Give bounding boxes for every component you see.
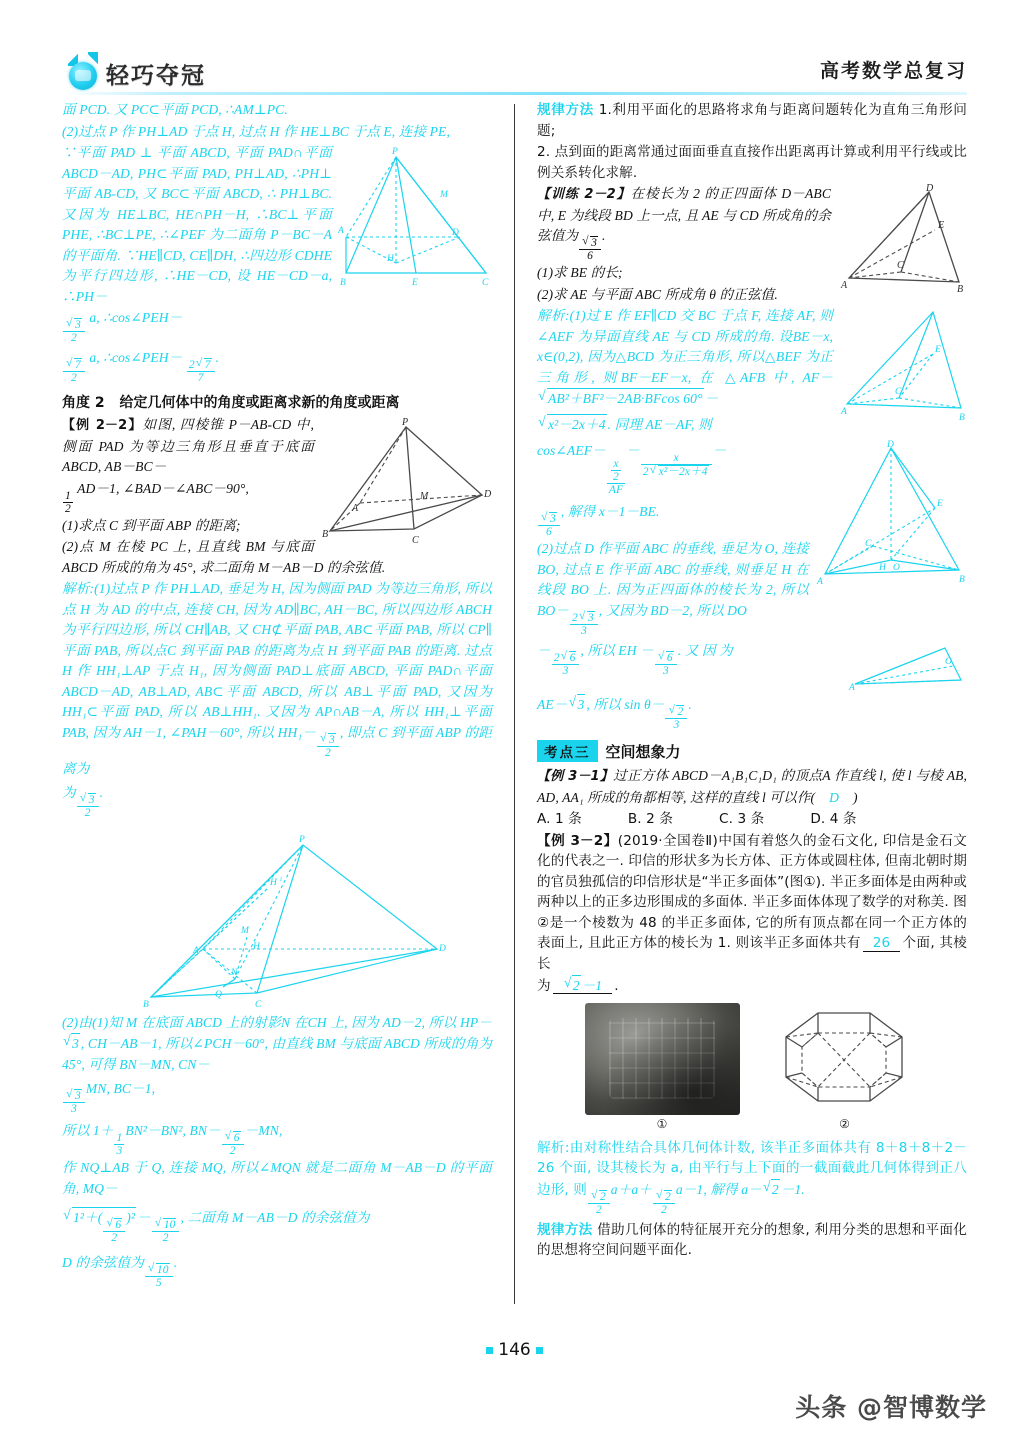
ex32-line2: 为 √ 2 －1 . [537, 975, 967, 997]
sol-c-text: , 解得 x－1－BE. [560, 504, 660, 520]
xunlian-q1: (1)求 BE 的长; [537, 265, 623, 281]
svg-text:O: O [945, 657, 952, 668]
solution-1 [62, 579, 492, 779]
example22-q2: (2)点 M 在棱 PC 上, 且直线 BM 与底面 ABCD 所成的角为 45°, 求二面角 M－AB－D 的余弦值. [62, 539, 386, 575]
left-para-1: 面 PCD. 又 PC⊂平面 PCD, ∴AM⊥PC. [62, 102, 288, 117]
figure-pyramid-3 [107, 829, 447, 1009]
svg-text:D: D [452, 228, 459, 238]
rad-2-c: √ 2 [763, 1179, 780, 1201]
crown-badge-icon [66, 56, 100, 90]
left-para-4 [62, 308, 492, 344]
figure-pyramid-2 [322, 417, 492, 549]
rad-mq-expression: √ 1²＋( √ $\frac{6}{2}$ )² [63, 1207, 136, 1244]
figure-semiregular-polyhedron [770, 1003, 920, 1115]
kaodian3-title: 空间想象力 [605, 742, 681, 761]
solution-2-d [62, 1121, 492, 1157]
xunlian-q2: (2)求 AE 与平面 ABC 所成角 θ 的正弦值. [537, 286, 778, 302]
svg-text:Q: Q [215, 989, 222, 1000]
frac-sqrt3-over-2-b: √ $\frac{3}{2}$ [317, 733, 339, 759]
angle2-heading [62, 392, 492, 412]
svg-text:A: A [817, 577, 823, 588]
svg-text:A: A [338, 226, 344, 236]
svg-text:D: D [439, 943, 446, 954]
solution-1-period: . [99, 784, 104, 800]
svg-text:B: B [340, 278, 346, 288]
svg-text:E: E [937, 499, 943, 510]
ex32-blank-edge: √ 2 －1 [553, 978, 613, 994]
frac-sqrt3-over-2: √ $\frac{3}{2}$ [63, 318, 85, 344]
solution-r-f: AE－ √ 3 , 所以 sin θ－ √ $\frac{2}{3}$ . [537, 694, 967, 731]
sol-f-text: AE－ [537, 697, 568, 713]
left-para-2: (2)过点 P 作 PH⊥AD 于点 H, 过点 H 作 HE⊥BC 于点 E, 连接 PE, [62, 123, 450, 139]
left-para-4-tail: a, ∴cos∠PEH－ [89, 310, 183, 325]
solution-2-head-text: (2)由(1)知 M 在底面 ABCD 上的射影N 在CH 上, 因为 AD－2, 所以 HP－ [62, 1014, 492, 1030]
frac-sqrt6-over-3: √ $\frac{6}{3}$ [655, 651, 677, 677]
figure-pyramid-1 [340, 145, 492, 295]
svg-text:B: B [322, 529, 329, 541]
svg-text:A: A [352, 503, 359, 515]
page-number-block [486, 1340, 542, 1360]
column-divider [514, 104, 515, 1304]
xunlian-line: 【训练 2－2】在棱长为 2 的正四面体 D－ABC 中, E 为线段 BD 上一点, 且 AE 与 CD 所成角的余弦值为 √ $\frac{3}{6}$ . [537, 184, 967, 262]
guilv-2-text: 2. 点到面的距离常通过面面垂直直接作出距离再计算或利用平行线或比例关系转化求解. [537, 144, 967, 181]
page-footer [0, 1340, 1029, 1360]
frac-sqrt10-over-5: √ $\frac{10}{5}$ [145, 1263, 173, 1289]
ex32-blank-faces: 26 [863, 935, 901, 952]
rad-3-b: √ 3 [569, 694, 586, 716]
page-number: 146 [498, 1340, 531, 1360]
sol-tag-r: 解析: [537, 308, 570, 324]
figure-polyhedron-wrap [770, 1003, 920, 1132]
ex31-answer: D [829, 789, 840, 805]
svg-text:H: H [270, 877, 277, 888]
svg-text:A: A [849, 683, 855, 694]
frac-one-half: $\frac{1}{2}$ [65, 489, 71, 515]
svg-text:O: O [893, 563, 900, 574]
guilv2-text: 借助几何体的特征展开充分的想象, 利用分类的思想和平面化的思想将空间问题平面化. [537, 1221, 968, 1259]
solution-2-g: D 的余弦值为 √ $\frac{10}{5}$ . [62, 1253, 492, 1289]
solution-r-a: 解析:(1)过 E 作 EF∥CD 交 BC 于点 F, 连接 AF, 则∠AEF 为异面直线 AE 与 CD 所成的角. 设BE－x, x∈(0,2), 因为△BCD 为正三角形, 所以△BEF 为正三角形, 则BF－EF－x, 在 △AFB 中, AF－√ AB²＋BF²－2AB·BFcos 60° － [537, 306, 967, 410]
page-marker-left-icon [486, 1347, 493, 1354]
svg-text:B: B [959, 413, 965, 424]
frac-2sqrt6-over-3: $\frac{2 √ 6}{3}$ [552, 651, 580, 677]
svg-text:P: P [402, 417, 409, 429]
svg-text:C: C [412, 535, 419, 547]
svg-text:P: P [299, 834, 305, 845]
svg-text:B: B [143, 999, 149, 1010]
guilv2-line [537, 1220, 967, 1261]
solution-2-f-text: , 二面角 M－AB－D 的余弦值为 [180, 1210, 370, 1226]
solution-2-d-mid: BN²－BN², BN－ [125, 1123, 221, 1139]
page-header [0, 0, 1029, 96]
brand-logo-text: 轻巧夺冠 [106, 62, 206, 89]
guilv-1-text: 1.利用平面化的思路将求角与距离问题转化为直角三角形问题; [537, 102, 967, 139]
figure-row-seal [537, 1003, 967, 1132]
example22-text: 如图, 四棱锥 P－AB-CD 中, 侧面 PAD 为等边三角形且垂直于底面 ABCD, AB－BC－ [62, 417, 314, 475]
sol32-tag: 解析: [537, 1139, 570, 1156]
svg-text:C: C [865, 539, 872, 550]
svg-text:M: M [241, 925, 249, 936]
ex31-option-b: B. 2 条 [627, 811, 674, 828]
svg-text:E: E [935, 345, 941, 356]
svg-text:H: H [879, 563, 886, 574]
svg-text:B: B [957, 284, 964, 295]
svg-text:₁: ₁ [279, 871, 283, 882]
frac-sqrt3-over-6: √ $\frac{3}{6}$ [579, 236, 601, 262]
solution-2-c [62, 1079, 492, 1115]
solution-2-e: 作 NQ⊥AB 于 Q, 连接 MQ, 所以∠MQN 就是二面角 M－AB－D 的平面角, MQ－ [62, 1160, 492, 1196]
xunlian-tag: 【训练 2－2】 [537, 187, 631, 202]
ex32-text2: 个面, 其棱长 [537, 935, 967, 972]
svg-text:E: E [938, 220, 945, 231]
solution-2-head [62, 1013, 492, 1076]
ex31-line [537, 766, 967, 808]
sol-a-text: (1)过 E 作 EF∥CD 交 BC 于点 F, 连接 AF, 则∠AEF 为异面直线 AE 与 CD 所成的角. 设BE－x, x∈(0,2), 因为△BCD 为正三角形, 所以△BEF 为正三角形, 则BF－EF－x, 在 △AFB 中, AF－ [537, 308, 833, 385]
brand-logo [66, 56, 206, 90]
frac-sqrt7-over-2: √ $\frac{7}{2}$ [63, 358, 85, 384]
angle2-title: 给定几何体中的角度或距离求新的角度或距离 [119, 395, 400, 412]
ex31-tag: 【例 3－1】 [537, 769, 614, 785]
guilv-1-line [537, 100, 967, 141]
solution-1-final: 为 √ $\frac{3}{2}$ . [62, 783, 492, 819]
svg-text:D: D [484, 489, 492, 501]
sol-b-lead: cos∠AEF－ [537, 443, 606, 459]
frac-sqrt2-over-3: √ $\frac{2}{3}$ [665, 705, 687, 731]
svg-text:M: M [440, 190, 448, 200]
sol32-d: －1. [780, 1181, 805, 1197]
svg-text:A: A [841, 280, 848, 291]
ex32-tag: 【例 3－2】 [537, 832, 618, 849]
sol32-b: a＋a＋ [610, 1181, 652, 1197]
figure-label-1: ① [656, 1116, 668, 1131]
frac-sqrt10-over-2: √ $\frac{10}{2}$ [152, 1218, 180, 1244]
figure-flat-triangle [849, 640, 967, 692]
sol32-a: 由对称性结合具体几何体计数, 该半正多面体共有 8＋8＋8＋2－26 个面, 设其棱长为 a, 由平行与上下面的一截面截此几何体得到正八边形, 则 [537, 1139, 967, 1198]
solution-2-d-end: －MN, [244, 1123, 283, 1139]
frac-sqrt6-over-2-b: √ $\frac{6}{2}$ [103, 1218, 125, 1244]
kaodian3-tag: 考点三 [537, 740, 598, 762]
left-column [62, 100, 492, 1290]
solution-1-body: (1)过点 P 作 PH⊥AD, 垂足为 H, 因为侧面 PAD 为等边三角形, 所以点 H 为 AD 的中点, 连接 CH, 因为 AD∥BC, AH－BC, 所以四边形 ABCH 为平行四边形, 所以 CH∥AB, 又 CH⊄平面 PAB, AB⊂平面 PAB, 所以 CP∥平面 PAB, 所以点C 到平面 PAB 的距离为点 H 到平面 PAB 的距离. 过点 H 作 HH₁⊥AP 于点 H₁, 因为侧面 PAD⊥底面 ABCD, 平面 PAD∩平面 ABCD－AD, AB⊥AD, AB⊂平面 ABCD, 所以 AB⊥平面 PAD, 又因为 HH₁⊂平面 PAD, 所以 AB⊥HH₁. 又因为 AP∩AB－A, 所以 HH₁⊥平面 PAB, 因为 AH－1, ∠PAH－60°, 所以 HH₁－ [62, 581, 492, 740]
ex31-close: ) [853, 789, 858, 805]
ex31-option-a: A. 1 条 [537, 811, 582, 828]
kaodian3-heading [537, 740, 967, 762]
solution-32 [537, 1138, 967, 1216]
header-divider [62, 92, 967, 95]
solution-r-b: cos∠AEF－ $\frac{\frac{x}{2}}{AF}$ － $\frac{x}{\text{2 √ x²－2x＋4}}$ － [537, 441, 967, 496]
ex32-text3: 为 [537, 978, 551, 995]
ex31-option-c: C. 3 条 [719, 811, 765, 828]
ex31-text: 过正方体 ABCD－A₁B₁C₁D₁ 的顶点A 作直线 l, 使 l 与棱 AB, AD, AA₁ 所成的角都相等, 这样的直线 l 可以作( [537, 768, 967, 805]
sol-d2-text: , 又因为 BD－2, 所以 DO [598, 602, 747, 618]
svg-text:C: C [255, 999, 262, 1010]
figure-seal-photo-wrap [585, 1003, 740, 1132]
frac-x-over-2-over-af: $\frac{\frac{x}{2}}{AF}$ [607, 452, 625, 496]
ex32-line [537, 831, 967, 975]
frac-x-over-2rad: $\frac{x}{\text{2 √ x²－2x＋4}}$ [641, 452, 712, 478]
sol-e-text: － [537, 643, 551, 659]
example22-text2: AD－1, ∠BAD－∠ABC－90°, [77, 480, 249, 496]
sol-b-tail: － [626, 443, 640, 459]
svg-text:D: D [887, 440, 894, 451]
svg-text:B: B [959, 575, 965, 586]
sol-d-text: (2)过点 D 作平面 ABC 的垂线, 垂足为 O, 连接 BO, 过点 E 作平面 ABC 的垂线, 则垂足 H 在线段 BO 上. 因为正四面体的棱长为 2, 所以 BO－ [537, 541, 809, 618]
figure-tetra-3 [817, 442, 967, 592]
rad-x2-2x-4: √ x²－2x＋4 [538, 414, 607, 436]
solution-1-tail: , 即点 C 到平面 ABP 的距离为 [62, 724, 492, 776]
svg-text:C: C [482, 278, 489, 288]
solution-2-f: √ 1²＋( √ $\frac{6}{2}$ )² － √ $\frac{10}{2}$ , 二面角 M－AB－D 的余弦值为 [62, 1207, 492, 1244]
frac-2sqrt3-over-3: $\frac{2 √ 3}{3}$ [570, 611, 598, 637]
sol-e2-text: , 所以 EH － [580, 643, 654, 659]
ex32-text: (2019·全国卷Ⅱ)中国有着悠久的金石文化, 印信是金石文化的代表之一. 印信的形状多为长方体、正方体或圆柱体, 但南北朝时期的官员独孤信的印信形状是“半正多面体”(图①). 半正多面体是由两种或两种以上的正多边形围成的多面体. 半正多面体体现了数学的对称美. 图②是一个棱数为 48 的半正多面体, 它的所有顶点都在同一个正方体的表面上, 且此正方体的棱长为 1. 则该半正多面体共有 [537, 832, 967, 952]
left-para-3: ∵平面 PAD ⊥ 平面 ABCD, 平面 PAD∩平面 ABCD－AD, PH⊂平面 PAD, PH⊥AD, ∴PH⊥平面 AB-CD, 又 BC⊂平面 ABCD, ∴ PH⊥BC. 又因为 HE⊥BC, HE∩PH－H, ∴BC⊥平面 PHE, ∴BC⊥PE, ∴∠PEF 为二面角 P－BC－A 的平面角. ∵HE∥CD, CE∥DH, ∴四边形 CDHE 为平行四边形, ∴HE－CD, 设 HE－CD－a, ∴PH－ [62, 145, 332, 304]
two-column-body [62, 100, 967, 1320]
solution-tag: 解析: [62, 581, 95, 597]
figure-label-2: ② [839, 1116, 850, 1131]
rad-3-a: √ 3 [63, 1033, 80, 1055]
svg-text:H: H [253, 941, 260, 952]
svg-text:N: N [231, 967, 238, 978]
figure-seal-photo [585, 1003, 740, 1115]
frac-one-third: $\frac{1}{3}$ [116, 1132, 123, 1158]
sol-a2-text: . 同理 AE－AF, 则 [607, 416, 712, 432]
example22-tag: 【例 2－2】 [62, 418, 143, 434]
svg-text:C: C [895, 387, 902, 398]
solution-2-b: , CH－AB－1, 所以∠PCH－60°, 由直线 BM 与底面 ABCD 所成的角为 45°, 可得 BN－MN, CN－ [62, 1036, 492, 1072]
frac-sqrt2-over-2-b: √ $\frac{2}{2}$ [653, 1190, 675, 1216]
frac-sqrt3-over-3: √ $\frac{3}{3}$ [63, 1089, 85, 1115]
svg-text:E: E [412, 278, 418, 288]
ex31-options-row [537, 809, 967, 830]
svg-text:H: H [387, 254, 394, 264]
frac-sqrt2-over-2-a: √ $\frac{2}{2}$ [588, 1190, 610, 1216]
frac-sqrt3-over-2-c: √ $\frac{3}{2}$ [77, 793, 99, 819]
solution-2-c-text: MN, BC－1, [85, 1081, 156, 1097]
xunlian-text: 在棱长为 2 的正四面体 D－ABC 中, E 为线段 BD 上一点, 且 AE 与 CD 所成角的余弦值为 [537, 186, 831, 243]
header-title: 高考数学总复习 [819, 60, 967, 82]
solution-2-d-pre: 所以 1＋ [62, 1123, 114, 1139]
sol-f2-text: , 所以 sin θ－ [586, 697, 665, 713]
figure-tetra-1 [839, 183, 967, 296]
guilv2-tag: 规律方法 [537, 1221, 593, 1238]
ex31-option-d: D. 4 条 [810, 811, 857, 828]
svg-text:M: M [420, 491, 429, 503]
sol-e3-text: . 又 因 为 [677, 643, 733, 659]
right-column [537, 100, 967, 1262]
svg-text:D: D [926, 183, 934, 194]
left-para-5: √ $\frac{7}{2}$ a, ∴cos∠PEH－ $\frac{2 √ 7}{7}$ . [62, 348, 492, 384]
rad-af-expr: √ AB²＋BF²－2AB·BFcos 60° [538, 388, 704, 410]
angle2-label: 角度 2 [62, 395, 105, 412]
watermark: 头条 @智博数学 [795, 1393, 987, 1422]
figure-tetra-2 [841, 308, 967, 426]
frac-2sqrt7-over-7: $\frac{2 √ 7}{7}$ [187, 358, 215, 384]
svg-text:C: C [897, 260, 904, 271]
example22-q1: (1)求点 C 到平面 ABP 的距离; [62, 517, 241, 533]
page-marker-right-icon [536, 1347, 543, 1354]
frac-sqrt6-over-2: √ $\frac{6}{2}$ [222, 1131, 244, 1157]
svg-text:A: A [193, 945, 199, 956]
guilv-tag: 规律方法 [537, 102, 594, 118]
frac-sqrt3-over-6-b: √ $\frac{3}{6}$ [538, 512, 560, 538]
svg-text:A: A [841, 407, 847, 418]
svg-text:P: P [392, 147, 398, 157]
sol32-c: a－1, 解得 a－ [675, 1181, 762, 1197]
